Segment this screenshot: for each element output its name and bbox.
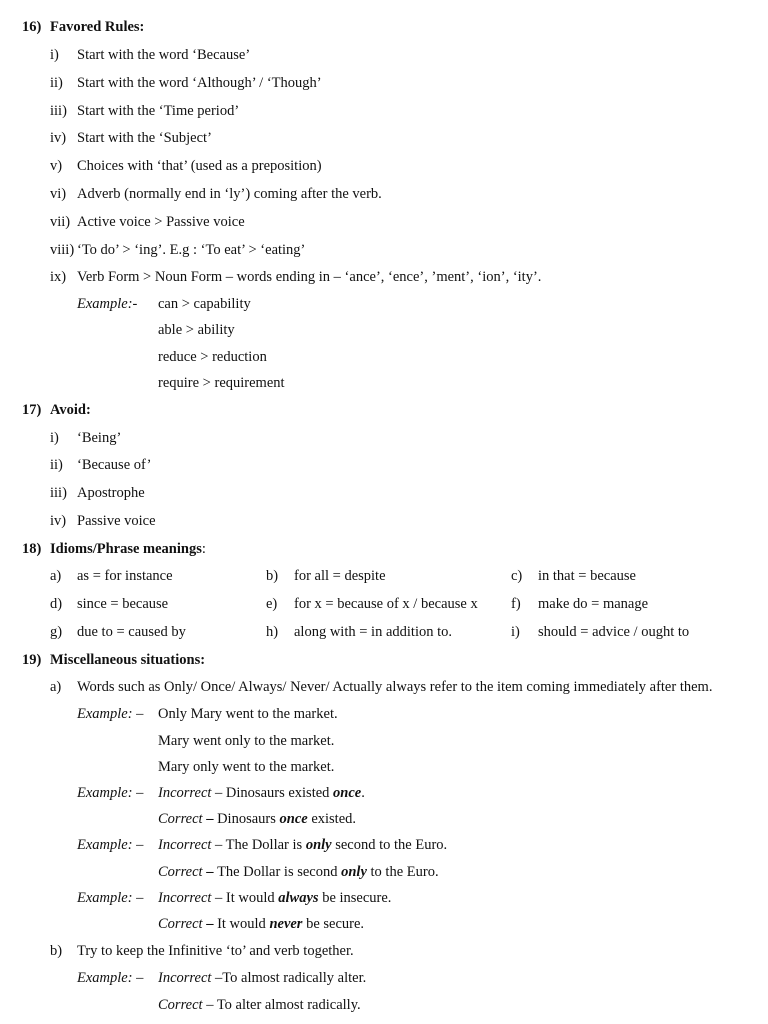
- idiom-text: since = because: [77, 596, 169, 612]
- idiom-number: d): [50, 596, 63, 612]
- list-item-number: v): [50, 158, 63, 174]
- example-text: require > requirement: [158, 375, 285, 391]
- section-19-number: 19): [22, 652, 42, 668]
- correct-example: Correct – The Dollar is second only to the Euro.: [158, 864, 439, 880]
- list-item: Start with the word ‘Although’ / ‘Though’: [77, 75, 322, 91]
- example-label: Example: –: [77, 785, 144, 801]
- list-item: Start with the ‘Time period’: [77, 103, 240, 119]
- correct-example: Correct – To alter almost radically.: [158, 997, 361, 1013]
- section-18-number: 18): [22, 541, 42, 557]
- incorrect-example: Incorrect – It would always be insecure.: [158, 890, 392, 906]
- list-item-number: i): [50, 47, 59, 63]
- idiom-text: due to = caused by: [77, 624, 186, 640]
- list-item: Passive voice: [77, 513, 156, 529]
- example-label: Example:-: [77, 296, 138, 312]
- example-text: Mary went only to the market.: [158, 733, 335, 749]
- correct-example: Correct – It would never be secure.: [158, 916, 365, 932]
- list-item: Choices with ‘that’ (used as a preposition): [77, 158, 322, 174]
- idiom-text: make do = manage: [538, 596, 649, 612]
- list-item-number: a): [50, 679, 62, 695]
- idiom-text: along with = in addition to.: [294, 624, 452, 640]
- idiom-text: in that = because: [538, 568, 636, 584]
- example-text: able > ability: [158, 322, 235, 338]
- list-item: Start with the word ‘Because’: [77, 47, 251, 63]
- list-item: Adverb (normally end in ‘ly’) coming after the verb.: [77, 186, 382, 202]
- example-text: Mary only went to the market.: [158, 759, 335, 775]
- list-item-number: i): [50, 430, 59, 446]
- idiom-text: for all = despite: [294, 568, 386, 584]
- list-item: Apostrophe: [77, 485, 145, 501]
- list-item-number: b): [50, 943, 63, 959]
- example-text: Only Mary went to the market.: [158, 706, 338, 722]
- idiom-number: b): [266, 568, 279, 584]
- incorrect-example: Incorrect – Dinosaurs existed once.: [158, 785, 365, 801]
- idiom-text: as = for instance: [77, 568, 173, 584]
- idiom-number: a): [50, 568, 62, 584]
- example-label: Example: –: [77, 970, 144, 986]
- list-item-number: ii): [50, 457, 63, 473]
- list-item-number: iii): [50, 485, 67, 501]
- section-17-number: 17): [22, 402, 42, 418]
- correct-example: Correct – Dinosaurs once existed.: [158, 811, 357, 827]
- list-item: ‘To do’ > ‘ing’. E.g : ‘To eat’ > ‘eating’: [77, 242, 306, 258]
- incorrect-example: Incorrect –To almost radically alter.: [158, 970, 367, 986]
- list-item: Start with the ‘Subject’: [77, 130, 212, 146]
- example-text: can > capability: [158, 296, 251, 312]
- incorrect-example: Incorrect – The Dollar is only second to the Euro.: [158, 837, 448, 853]
- section-16-title: Favored Rules:: [50, 19, 145, 35]
- list-item-number: iv): [50, 130, 67, 146]
- list-item-number: ii): [50, 75, 63, 91]
- list-item: Try to keep the Infinitive ‘to’ and verb together.: [77, 943, 354, 959]
- list-item-number: vii): [50, 214, 71, 230]
- example-label: Example: –: [77, 890, 144, 906]
- idiom-number: f): [511, 596, 521, 612]
- list-item: Active voice > Passive voice: [77, 214, 245, 230]
- list-item: ‘Because of’: [77, 457, 152, 473]
- list-item-number: ix): [50, 269, 67, 285]
- section-18-title: Idioms/Phrase meanings:: [50, 541, 206, 557]
- section-16-number: 16): [22, 19, 42, 35]
- section-19-title: Miscellaneous situations:: [50, 652, 206, 668]
- idiom-number: e): [266, 596, 278, 612]
- example-label: Example: –: [77, 706, 144, 722]
- idiom-text: for x = because of x / because x: [294, 596, 478, 612]
- idiom-number: c): [511, 568, 523, 584]
- idiom-number: i): [511, 624, 520, 640]
- idiom-text: should = advice / ought to: [538, 624, 690, 640]
- list-item-number: viii): [50, 242, 75, 258]
- idiom-number: h): [266, 624, 279, 640]
- section-17-title: Avoid:: [50, 402, 91, 418]
- list-item-number: iv): [50, 513, 67, 529]
- example-label: Example: –: [77, 837, 144, 853]
- list-item: Words such as Only/ Once/ Always/ Never/ Actually always refer to the item coming immediately after them.: [77, 679, 713, 695]
- idiom-number: g): [50, 624, 63, 640]
- list-item-number: iii): [50, 103, 67, 119]
- list-item-number: vi): [50, 186, 67, 202]
- example-text: reduce > reduction: [158, 349, 267, 365]
- list-item: ‘Being’: [77, 430, 122, 446]
- list-item: Verb Form > Noun Form – words ending in – ‘ance’, ‘ence’, ’ment’, ‘ion’, ‘ity’.: [77, 269, 542, 285]
